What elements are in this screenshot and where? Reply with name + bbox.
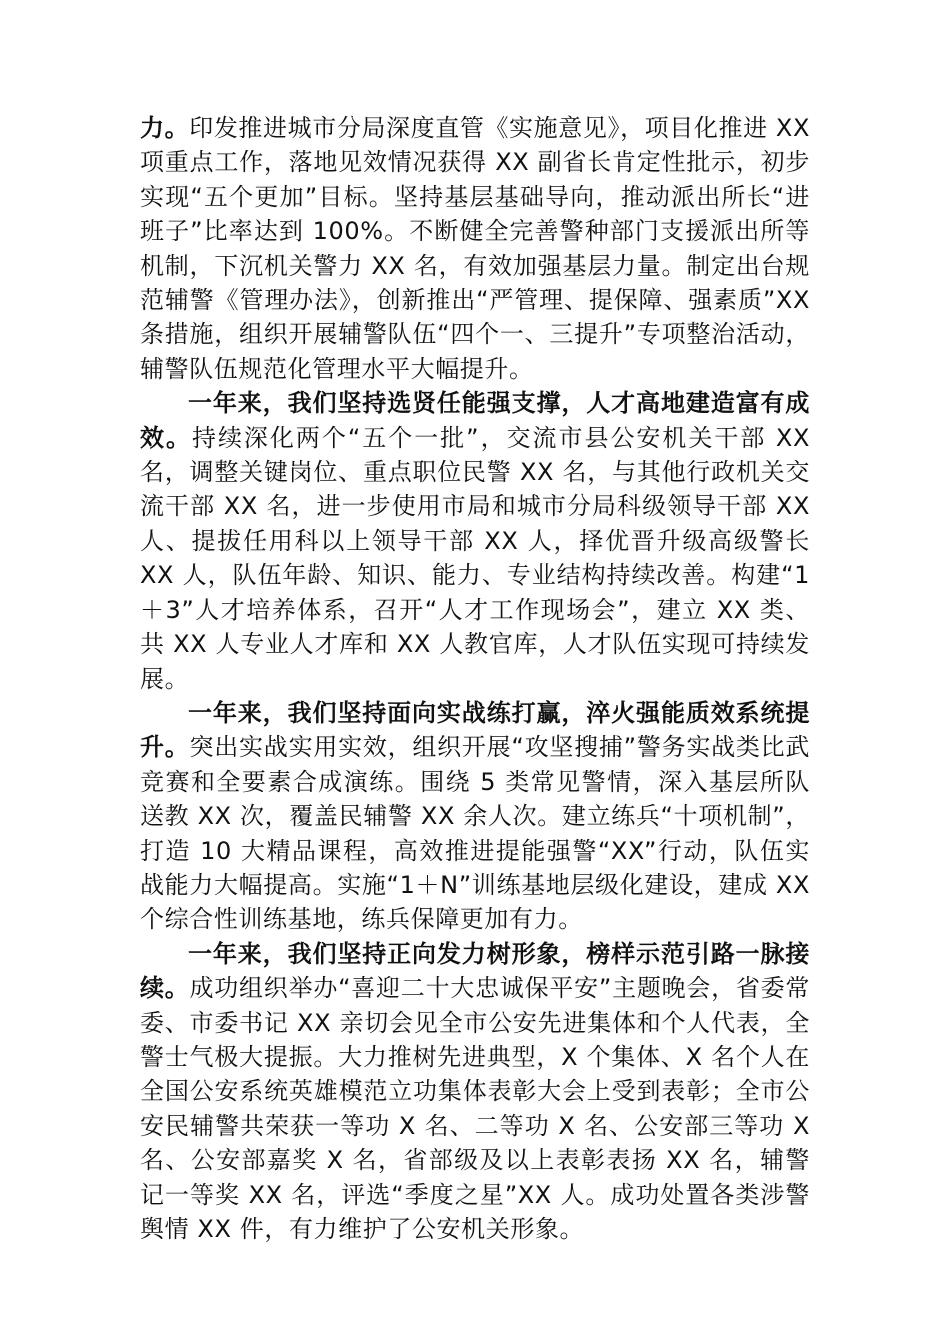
paragraph-2-lead: 一年来，我们坚持选贤任能强支撑，人才高地建造富有成效。 bbox=[140, 389, 810, 452]
paragraph-4 bbox=[140, 937, 810, 1247]
paragraph-2 bbox=[140, 386, 810, 696]
paragraph-1 bbox=[140, 111, 810, 386]
paragraph-4-body: 成功组织举办“喜迎二十大忠诚保平安”主题晚会，省委常委、市委书记 XX 亲切会见全市公安先进集体和个人代表，全警士气极大提振。大力推树先进典型，X 个集体、X 名个人在全国公安系统英雄模范立功集体表彰大会上受到表彰；全市公安民辅警共荣获一等功 X 名、二等功 X 名、公安部三等功 X 名、公安部嘉奖 X 名，省部级及以上表彰表扬 XX 名，辅警记一等奖 XX 名，评选“季度之星”XX 人。成功处置各类涉警舆情 XX 件，有力维护了公安机关形象。 bbox=[140, 974, 811, 1243]
paragraph-3-body: 突出实战实用实效，组织开展“攻坚搜捕”警务实战类比武竞赛和全要素合成演练。围绕 5 类常见警情，深入基层所队送教 XX 次，覆盖民辅警 XX 余人次。建立练兵“十项机制”，打造 10 大精品课程，高效推进提能强警“XX”行动，队伍实战能力大幅提高。实施“1＋N”训练基地层级化建设，建成 XX 个综合性训练基地，练兵保障更加有力。 bbox=[140, 733, 811, 934]
paragraph-1-lead: 力。 bbox=[140, 114, 190, 142]
paragraph-1-body: 印发推进城市分局深度直管《实施意见》，项目化推进 XX 项重点工作，落地见效情况获得 XX 副省长肯定性批示，初步实现“五个更加”目标。坚持基层基础导向，推动派出所长“进班子”比率达到 100%。不断健全完善警种部门支援派出所等机制，下沉机关警力 XX 名，有效加强基层力量。制定出台规范辅警《管理办法》，创新推出“严管理、提保障、强素质”XX 条措施，组织开展辅警队伍“四个一、三提升”专项整治活动，辅警队伍规范化管理水平大幅提升。 bbox=[140, 114, 811, 383]
paragraph-3-lead: 一年来，我们坚持面向实战练打赢，淬火强能质效系统提升。 bbox=[140, 698, 810, 762]
paragraph-3 bbox=[140, 696, 810, 937]
document-page bbox=[140, 111, 810, 1246]
paragraph-2-body: 持续深化两个“五个一批”，交流市县公安机关干部 XX 名，调整关键岗位、重点职位民警 XX 名，与其他行政机关交流干部 XX 名，进一步使用市局和城市分局科级领导干部 XX 人、提拔任用科以上领导干部 XX 人，择优晋升级高级警长 XX 人，队伍年龄、知识、能力、专业结构持续改善。构建“1＋3”人才培养体系，召开“人才工作现场会”，建立 XX 类、共 XX 人专业人才库和 XX 人教官库，人才队伍实现可持续发展。 bbox=[140, 423, 811, 693]
paragraph-4-lead: 一年来，我们坚持正向发力树形象，榜样示范引路一脉接续。 bbox=[140, 939, 810, 1003]
